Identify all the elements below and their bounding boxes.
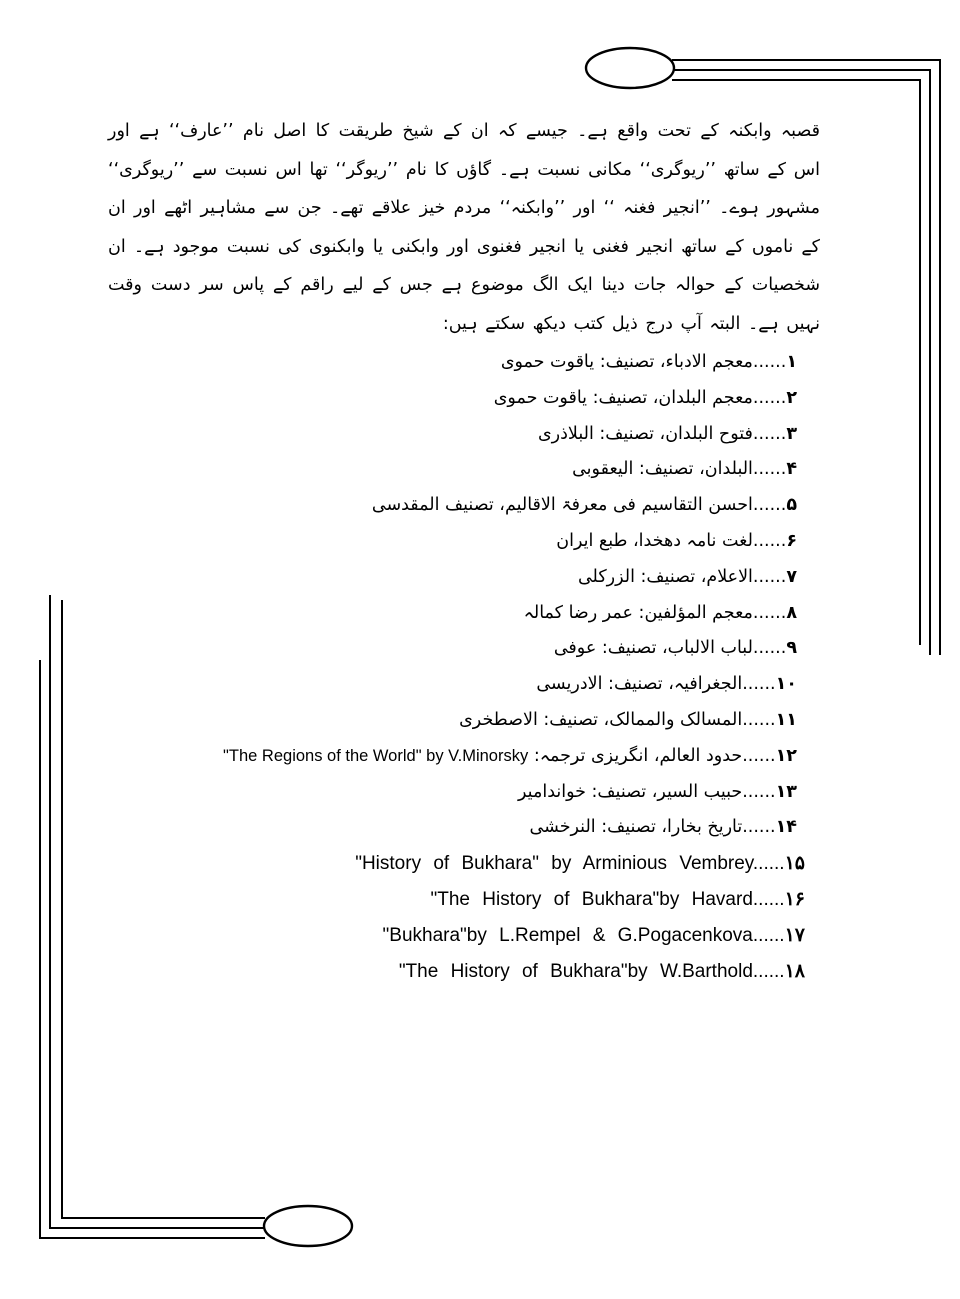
reference-title: معجم الادباء، تصنیف: یاقوت حموی [500, 352, 753, 372]
reference-dots: ...... [752, 853, 785, 875]
reference-dots: ...... [752, 566, 787, 587]
reference-title: المسالک والممالک، تصنیف: الاصطخری [459, 709, 743, 730]
reference-item [100, 488, 805, 524]
reference-number: ۷ [786, 566, 797, 587]
reference-latin-title: "The History of Bukhara"by Havard [430, 888, 753, 910]
reference-title: الجغرافیہ، تصنیف: الادریسی [536, 674, 743, 695]
reference-item [100, 345, 805, 381]
reference-title: معجم المؤلفین: عمر رضا کمالہ [523, 602, 753, 623]
reference-dots: ...... [742, 817, 776, 838]
reference-dots: ...... [752, 495, 787, 516]
reference-title: تاریخ بخارا، تصنیف: النرخشی [529, 817, 743, 838]
reference-number: ۵ [786, 495, 797, 516]
reference-number: ۱۸ [784, 960, 805, 982]
reference-item [100, 703, 805, 739]
reference-title: لغت نامہ دھخدا، طبع ایران [556, 530, 753, 551]
reference-dots: ...... [752, 888, 785, 910]
reference-number: ۱۵ [784, 853, 805, 875]
reference-title: البلدان، تصنیف: الیعقوبی [572, 459, 753, 480]
reference-number: ۴ [786, 459, 797, 480]
reference-number: ۸ [786, 602, 797, 623]
reference-item [100, 918, 805, 954]
reference-title: حبیب السیر، تصنیف: خواندامیر [518, 781, 743, 802]
reference-item [100, 417, 805, 453]
intro-paragraph [108, 112, 820, 343]
references-list [100, 345, 805, 989]
reference-dots: ...... [752, 423, 787, 444]
reference-dots: ...... [752, 960, 785, 982]
reference-title: لباب الالباب، تصنیف: عوفی [553, 638, 753, 659]
reference-dots: ...... [742, 709, 776, 730]
reference-latin-title: "The History of Bukhara"by W.Barthold [398, 960, 753, 982]
reference-item [100, 954, 805, 990]
reference-dots: ...... [742, 781, 776, 802]
reference-item [100, 596, 805, 632]
reference-title: معجم البلدان، تصنیف: یاقوت حموی [493, 387, 753, 408]
reference-item [100, 560, 805, 596]
reference-number: ۱ [786, 352, 797, 372]
reference-number: ۱۶ [784, 888, 805, 910]
reference-number: ۹ [786, 638, 797, 659]
reference-title: الاعلام، تصنیف: الزرکلی [577, 566, 753, 587]
reference-title: حدود العالم، انگریزی ترجمہ: [533, 745, 743, 766]
reference-dots: ...... [742, 745, 776, 766]
reference-number: ۱۴ [775, 817, 797, 838]
bottom-oval-ornament [264, 1206, 352, 1246]
reference-number: ۱۰ [775, 674, 797, 695]
reference-dots: ...... [752, 459, 787, 480]
reference-item [100, 775, 805, 811]
reference-number: ۱۲ [775, 745, 797, 766]
reference-dots: ...... [752, 352, 787, 372]
reference-item [100, 739, 805, 775]
reference-number: ۱۷ [784, 924, 805, 946]
reference-item [100, 846, 805, 882]
reference-latin-title: "Bukhara"by L.Rempel & G.Pogacenkova [382, 924, 753, 946]
reference-number: ۳ [786, 423, 797, 444]
reference-item [100, 381, 805, 417]
reference-dots: ...... [752, 530, 787, 551]
reference-title: فتوح البلدان، تصنیف: البلاذری [537, 423, 753, 444]
reference-latin-title: "The Regions of the World" by V.Minorsky [223, 746, 529, 765]
reference-dots: ...... [752, 924, 785, 946]
reference-dots: ...... [742, 674, 776, 695]
reference-number: ۲ [786, 387, 797, 408]
reference-item [100, 667, 805, 703]
reference-dots: ...... [752, 387, 787, 408]
reference-item [100, 452, 805, 488]
top-oval-ornament [586, 48, 674, 88]
reference-item [100, 631, 805, 667]
reference-title: احسن التقاسیم فی معرفۃ الاقالیم، تصنیف المقدسی [371, 495, 753, 516]
reference-number: ۱۱ [775, 709, 797, 730]
reference-number: ۱۳ [775, 781, 797, 802]
reference-dots: ...... [752, 602, 787, 623]
intro-paragraph-text: قصبہ وابکنہ کے تحت واقع ہے۔ جیسے کہ ان کے شیخ طریقت کا اصل نام ’’عارف‘‘ ہے اور اس کے ساتھ ’’ریوگری‘‘ مکانی نسبت ہے۔ گاؤں کا نام ’’ریوگر‘‘ تھا اس نسبت سے ’’ریوگری‘‘ مشہور ہوے۔ ’’انجیر فغنہ ‘‘ اور ’’وابکنہ‘‘ مردم خیز علاقے تھے۔ جن سے مشاہیر اٹھے اور ان کے ناموں کے ساتھ انجیر فغنی یا انجیر فغنوی اور وابکنی یا وابکنوی کی نسبت موجود ہے۔ ان شخصیات کے حوالہ جات دینا ایک الگ موضوع ہے جس کے لیے راقم کے پاس سر دست وقت نہیں ہے۔ البتہ آپ درج ذیل کتب دیکھ سکتے ہیں: [108, 121, 820, 334]
reference-latin-title: "History of Bukhara" by Arminious Vembrey [355, 853, 753, 875]
reference-dots: ...... [752, 638, 787, 659]
reference-item [100, 524, 805, 560]
reference-item [100, 810, 805, 846]
reference-number: ۶ [786, 530, 797, 551]
reference-item [100, 882, 805, 918]
